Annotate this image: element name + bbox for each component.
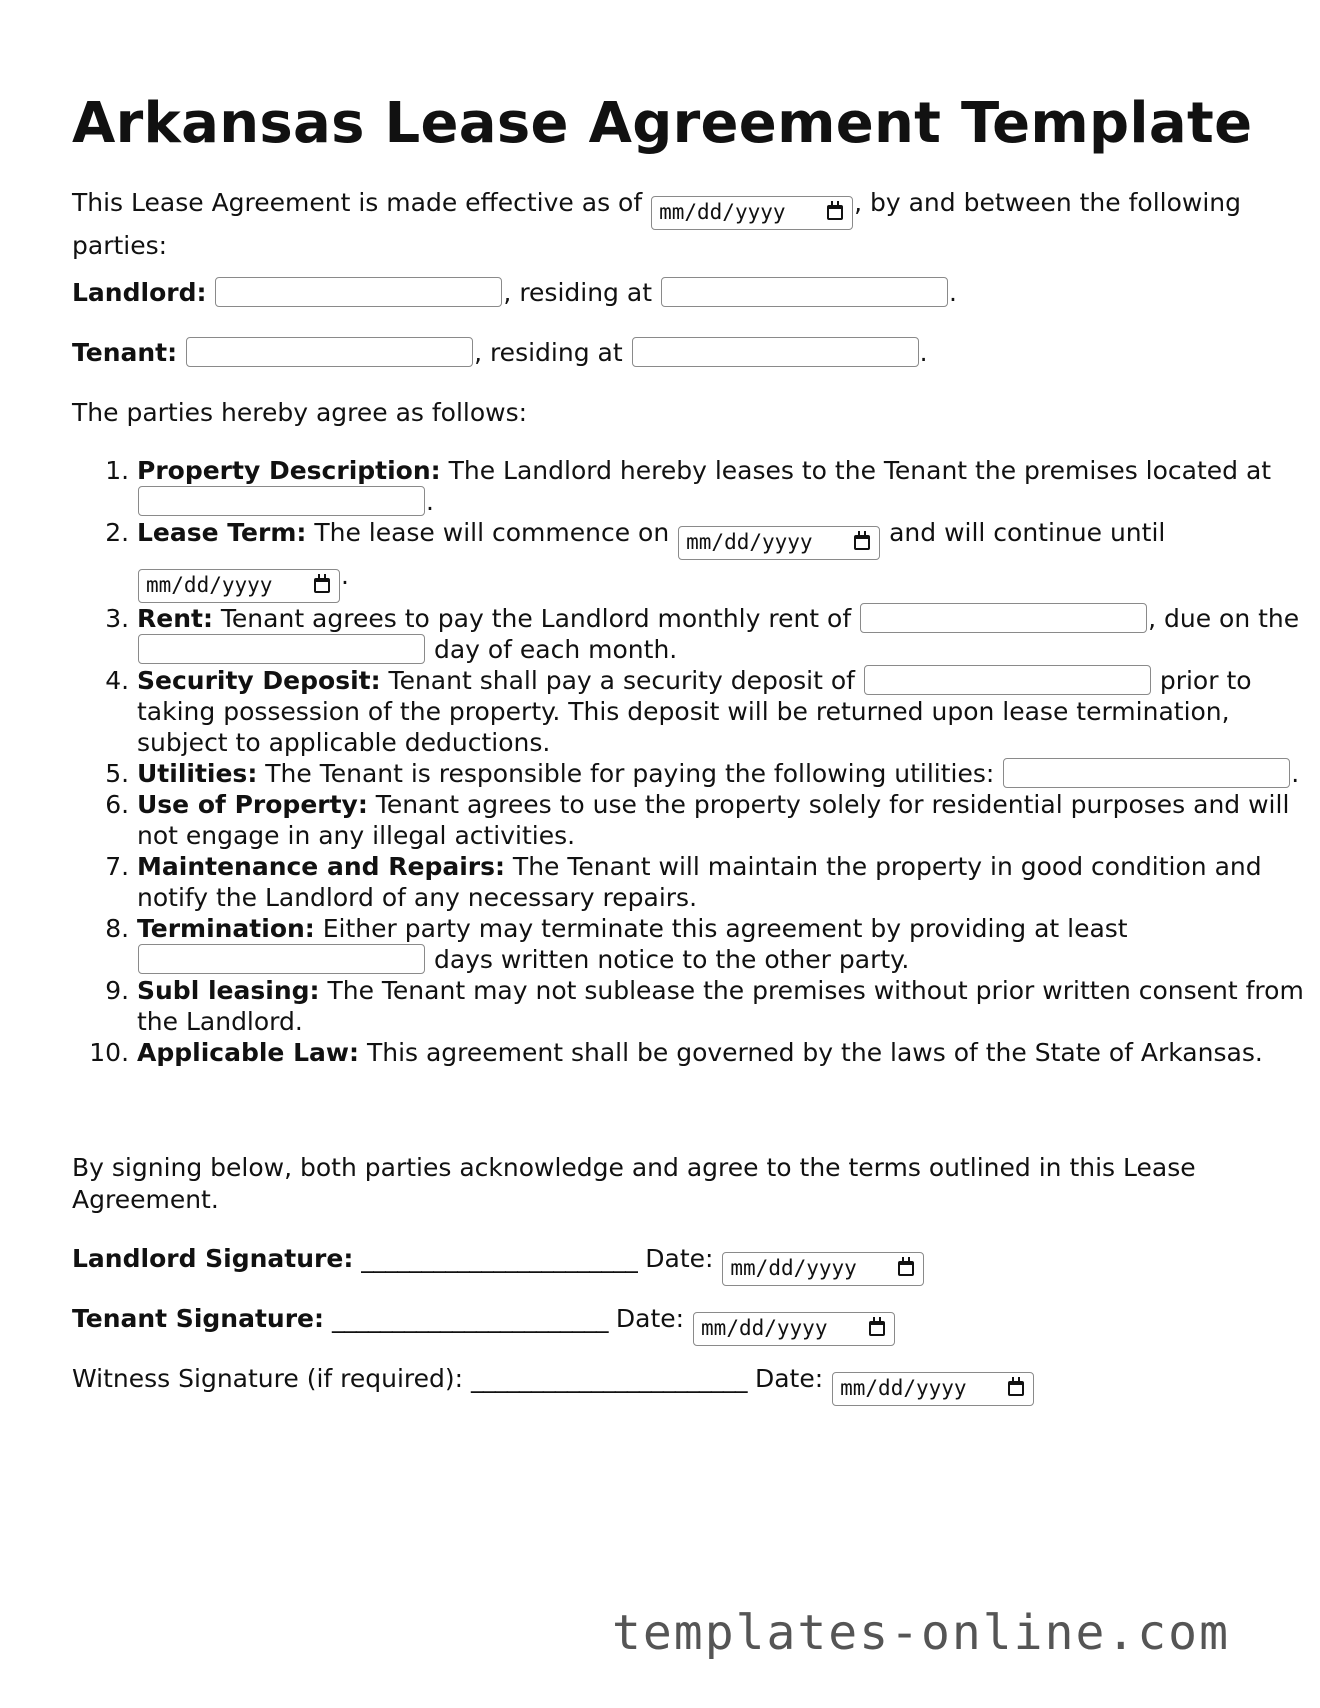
lease-start-date-input[interactable]: mm/dd/yyyy: [678, 526, 880, 560]
lease-end-date-input[interactable]: mm/dd/yyyy: [138, 569, 340, 603]
landlord-signature-label: Landlord Signature:: [72, 1244, 354, 1273]
tenant-signature-label: Tenant Signature:: [72, 1304, 324, 1333]
landlord-address-input[interactable]: [661, 277, 948, 307]
term-security-deposit: 4. Security Deposit: Tenant shall pay a security deposit of prior to taking possession of the property. This deposit will be returned upon lease termination, subject to applicable deductions.: [137, 665, 1317, 758]
tenant-label: Tenant:: [72, 338, 178, 367]
landlord-sign-date-input[interactable]: mm/dd/yyyy: [722, 1252, 924, 1286]
footer-watermark: templates-online.com: [612, 1605, 1230, 1661]
calendar-icon[interactable]: [314, 578, 330, 593]
term-termination: 8. Termination: Either party may terminate this agreement by providing at least days written notice to the other party.: [137, 913, 1317, 975]
tenant-name-input[interactable]: [186, 337, 473, 367]
utilities-input[interactable]: [1003, 758, 1290, 788]
tenant-signature-field[interactable]: _______________________: [331, 1304, 608, 1333]
witness-sign-date-input[interactable]: mm/dd/yyyy: [832, 1372, 1034, 1406]
property-address-input[interactable]: [138, 486, 425, 516]
landlord-signature-line: Landlord Signature: _______________________ Date: mm/dd/yyyy: [72, 1243, 925, 1286]
intro-text-before: This Lease Agreement is made effective as of: [72, 188, 651, 217]
tenant-signature-line: Tenant Signature: _______________________ Date: mm/dd/yyyy: [72, 1303, 896, 1346]
term-applicable-law: 10. Applicable Law: This agreement shall be governed by the laws of the State of Arkansas.: [137, 1037, 1317, 1068]
term-maintenance: 7. Maintenance and Repairs: The Tenant will maintain the property in good condition and notify the Landlord of any necessary repairs.: [137, 851, 1317, 913]
term-rent: 3. Rent: Tenant agrees to pay the Landlord monthly rent of , due on the day of each month.: [137, 603, 1317, 665]
terms-list: [72, 455, 1317, 1068]
tenant-sign-date-input[interactable]: mm/dd/yyyy: [693, 1312, 895, 1346]
term-use-of-property: 6. Use of Property: Tenant agrees to use the property solely for residential purposes and will not engage in any illegal activities.: [137, 789, 1317, 851]
rent-amount-input[interactable]: [860, 603, 1147, 633]
tenant-address-input[interactable]: [632, 337, 919, 367]
calendar-icon[interactable]: [869, 1321, 885, 1336]
intro-text-after: , by and between the following parties:: [72, 188, 1241, 260]
effective-date-input[interactable]: mm/dd/yyyy: [651, 196, 853, 230]
calendar-icon[interactable]: [1008, 1381, 1024, 1396]
witness-signature-label: Witness Signature (if required):: [72, 1364, 464, 1393]
page-title: Arkansas Lease Agreement Template: [72, 91, 1253, 156]
term-lease-term: 2. Lease Term: The lease will commence on mm/dd/yyyy and will continue until mm/dd/yyyy .: [137, 517, 1317, 603]
notice-days-input[interactable]: [138, 944, 425, 974]
calendar-icon[interactable]: [854, 535, 870, 550]
landlord-signature-field[interactable]: _______________________: [361, 1244, 638, 1273]
landlord-name-input[interactable]: [215, 277, 502, 307]
term-subleasing: 9. Subl leasing: The Tenant may not sublease the premises without prior written consent from the Landlord.: [137, 975, 1317, 1037]
calendar-icon[interactable]: [827, 205, 843, 220]
closing-paragraph: By signing below, both parties acknowledge and agree to the terms outlined in this Lease Agreement.: [72, 1153, 1196, 1214]
witness-signature-line: Witness Signature (if required): _______________________ Date: mm/dd/yyyy: [72, 1363, 1035, 1406]
rent-due-day-input[interactable]: [138, 634, 425, 664]
calendar-icon[interactable]: [898, 1261, 914, 1276]
agree-text: The parties hereby agree as follows:: [72, 398, 528, 427]
landlord-line: Landlord: , residing at .: [72, 278, 957, 307]
security-deposit-input[interactable]: [864, 665, 1151, 695]
term-utilities: 5. Utilities: The Tenant is responsible for paying the following utilities: .: [137, 758, 1317, 789]
witness-signature-field[interactable]: _______________________: [471, 1364, 748, 1393]
tenant-line: Tenant: , residing at .: [72, 338, 928, 367]
intro-paragraph: [72, 187, 1252, 262]
landlord-label: Landlord:: [72, 278, 207, 307]
term-property-description: 1. Property Description: The Landlord hereby leases to the Tenant the premises located at .: [137, 455, 1317, 517]
